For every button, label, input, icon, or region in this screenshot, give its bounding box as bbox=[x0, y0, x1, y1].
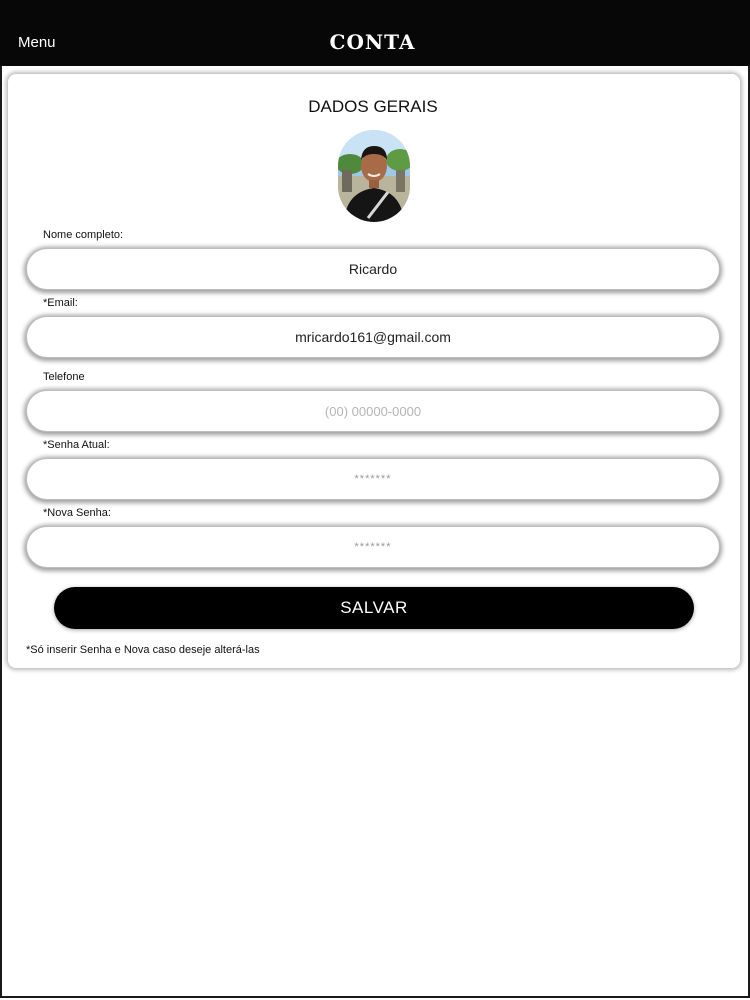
general-data-card bbox=[8, 74, 740, 668]
save-button[interactable]: SALVAR bbox=[54, 587, 694, 629]
current-password-label: *Senha Atual: bbox=[43, 439, 110, 451]
name-label: Nome completo: bbox=[43, 229, 124, 241]
phone-label: Telefone bbox=[43, 371, 85, 383]
email-field[interactable]: mricardo161@gmail.com bbox=[26, 316, 720, 358]
top-navigation-bar bbox=[0, 0, 750, 66]
profile-photo bbox=[338, 130, 410, 222]
menu-button[interactable]: Menu bbox=[18, 34, 56, 51]
new-password-field[interactable]: ******* bbox=[26, 526, 720, 568]
page-title: CONTA bbox=[329, 30, 416, 54]
password-change-note: *Só inserir Senha e Nova caso deseje alterá-las bbox=[26, 644, 260, 656]
section-title: DADOS GERAIS bbox=[308, 97, 438, 116]
new-password-label: *Nova Senha: bbox=[43, 507, 111, 519]
name-field[interactable]: Ricardo bbox=[26, 248, 720, 290]
current-password-field[interactable]: ******* bbox=[26, 458, 720, 500]
email-label: *Email: bbox=[43, 297, 78, 309]
phone-field[interactable]: (00) 00000-0000 bbox=[26, 390, 720, 432]
avatar[interactable] bbox=[338, 130, 410, 222]
